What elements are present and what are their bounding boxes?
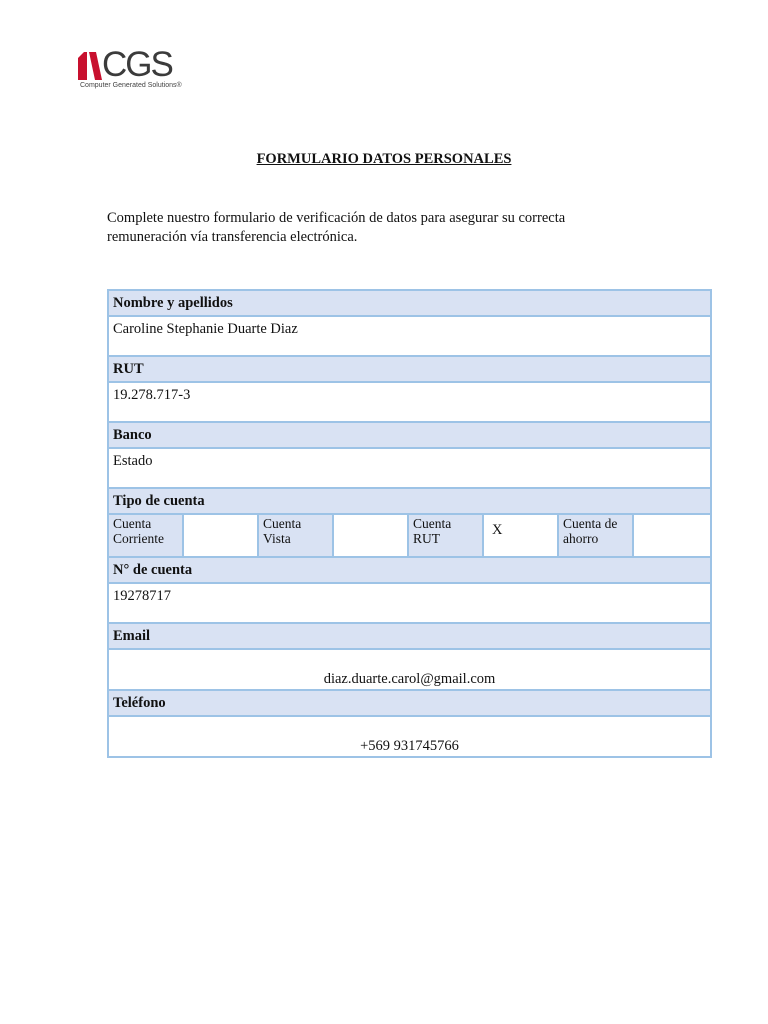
option-cuenta-vista-label: Cuenta Vista bbox=[258, 514, 333, 557]
company-logo bbox=[78, 47, 188, 93]
numero-cuenta-label: N° de cuenta bbox=[108, 557, 711, 583]
numero-cuenta-field[interactable]: 19278717 bbox=[108, 583, 711, 623]
form-title: FORMULARIO DATOS PERSONALES bbox=[256, 151, 512, 167]
nombre-label: Nombre y apellidos bbox=[108, 290, 711, 316]
rut-label: RUT bbox=[108, 356, 711, 382]
logo-mark-icon bbox=[78, 52, 102, 80]
rut-field[interactable]: 19.278.717-3 bbox=[108, 382, 711, 422]
option-cuenta-vista-box[interactable] bbox=[333, 514, 408, 557]
option-cuenta-corriente-box[interactable] bbox=[183, 514, 258, 557]
option-cuenta-rut-box[interactable]: X bbox=[483, 514, 558, 557]
intro-text: Complete nuestro formulario de verificación de datos para asegurar su correcta remuneración vía transferencia electrónica. bbox=[107, 210, 566, 245]
logo-wordmark: CGS bbox=[102, 45, 172, 84]
option-cuenta-ahorro-label: Cuenta de ahorro bbox=[558, 514, 633, 557]
telefono-label: Teléfono bbox=[108, 690, 711, 716]
email-field[interactable]: diaz.duarte.carol@gmail.com bbox=[108, 649, 711, 690]
tipo-cuenta-label: Tipo de cuenta bbox=[108, 488, 711, 514]
option-cuenta-corriente-label: Cuenta Corriente bbox=[108, 514, 183, 557]
telefono-field[interactable]: +569 931745766 bbox=[108, 716, 711, 757]
option-cuenta-ahorro-box[interactable] bbox=[633, 514, 711, 557]
nombre-field[interactable]: Caroline Stephanie Duarte Diaz bbox=[108, 316, 711, 356]
logo-tagline: Computer Generated Solutions® bbox=[80, 82, 182, 89]
banco-label: Banco bbox=[108, 422, 711, 448]
personal-data-form bbox=[107, 289, 712, 758]
banco-field[interactable]: Estado bbox=[108, 448, 711, 488]
option-cuenta-rut-label: Cuenta RUT bbox=[408, 514, 483, 557]
email-label: Email bbox=[108, 623, 711, 649]
